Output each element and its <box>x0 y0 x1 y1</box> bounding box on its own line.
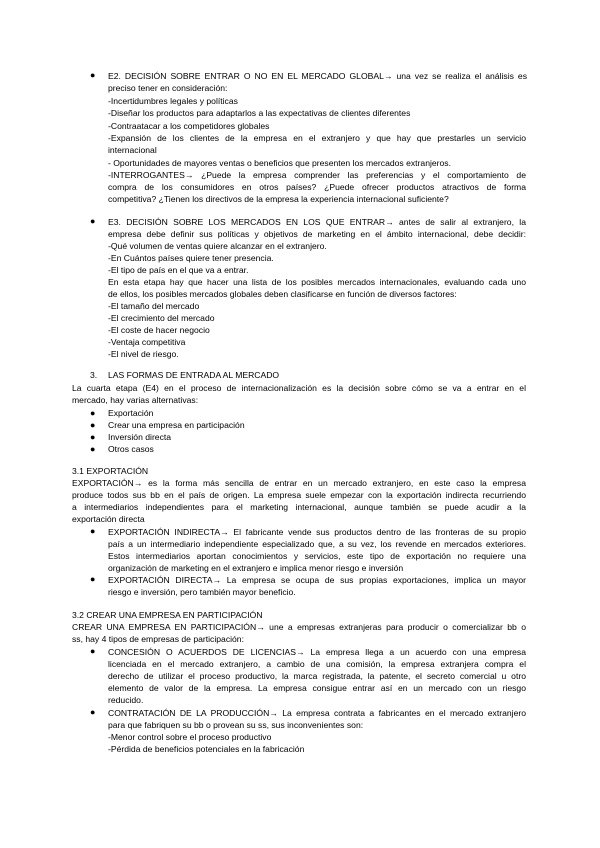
licensing-line: reducido. <box>108 695 144 705</box>
e3-text-line: empresa debe definir sus políticas y objetivos de marketing en el ámbito internacional, debe decidir: <box>108 229 526 239</box>
e2-list-item: - Oportunidades de mayores ventas o beneficios que presenten los mercados extranjeros. <box>108 158 451 168</box>
e3-text-line: de ellos, los posibles mercados globales deben clasificarse en función de diversos factores: <box>108 289 457 299</box>
indirect-export-line: Estos intermediarios aportan conocimientos y servicios, este tipo de exportación no requiere una <box>108 551 526 561</box>
list-item: Inversión directa <box>108 432 172 442</box>
bullet-marker: ● <box>90 707 96 717</box>
section-heading: 3.2 CREAR UNA EMPRESA EN PARTICIPACIÓN <box>72 610 263 620</box>
e3-list-item: -El nivel de riesgo. <box>108 349 179 359</box>
section-3-1-intro-line: a intermediarios independientes para el marketing internacional, aunque también se puede acudir a la <box>72 502 526 512</box>
section-heading: LAS FORMAS DE ENTRADA AL MERCADO <box>108 370 280 380</box>
bullet-marker: ● <box>90 574 96 584</box>
e2-text-line: internacional <box>108 145 157 155</box>
indirect-export-line: organización de marketing en el extranjero e implica menor riesgo e inversión <box>108 563 404 573</box>
e2-list-item: -Expansión de los clientes de la empresa en el extranjero y que hay que prestarles un servicio <box>108 133 526 143</box>
licensing-line: derecho de utilizar el proceso productivo, la marca registrada, la patente, el secreto comercial u otro <box>108 671 526 681</box>
section-3-1-intro-line: EXPORTACIÓN→ es la forma más sencilla de entrar en un mercado extranjero, en este caso la empresa <box>72 478 526 488</box>
contract-production-line: -Menor control sobre el proceso productivo <box>108 732 272 742</box>
licensing-line: licenciada en el mercado extranjero, a cambio de una comisión, la empresa extranjera compra el <box>108 659 526 669</box>
e3-text-line: En esta etapa hay que hacer una lista de los posibles mercados internacionales, evaluando cada uno <box>108 277 526 287</box>
section-3-2-intro-line: CREAR UNA EMPRESA EN PARTICIPACIÓN→ une a empresas extranjeras para producir o comercializar bb o <box>72 622 526 632</box>
list-item: Otros casos <box>108 444 154 454</box>
contract-production-line: CONTRATACIÓN DE LA PRODUCCIÓN→ La empresa contrata a fabricantes en el mercado extranjero <box>108 708 526 718</box>
section-3-2-intro-line: ss, hay 4 tipos de empresas de participación: <box>72 634 244 644</box>
bullet-marker: ● <box>90 526 96 536</box>
e2-list-item: -Diseñar los productos para adaptarlos a las expectativas de clientes diferentes <box>108 108 411 118</box>
list-item: Exportación <box>108 408 154 418</box>
e2-text-line: competitiva? ¿Tienen los directivos de la empresa la experiencia internacional suficiente? <box>108 194 449 204</box>
e3-heading-line: E3. DECISIÓN SOBRE LOS MERCADOS EN LOS QUE ENTRAR→ antes de salir al extranjero, la <box>108 217 526 227</box>
contract-production-line: para que fabriquen su bb o provean su ss, sus inconvenientes son: <box>108 720 364 730</box>
e3-list-item: -El coste de hacer negocio <box>108 325 210 335</box>
e3-list-item: -En Cuántos países quiere tener presencia. <box>108 253 274 263</box>
direct-export-line: riesgo e inversión, pero también mayor beneficio. <box>108 587 296 597</box>
list-item: Crear una empresa en participación <box>108 420 245 430</box>
section-heading: 3.1 EXPORTACIÓN <box>72 466 149 476</box>
indirect-export-line: EXPORTACIÓN INDIRECTA→ El fabricante vende sus productos dentro de las fronteras de su propio <box>108 527 526 537</box>
e2-text-line: compra de los consumidores en otros países? ¿Puede ofrecer productos atractivos de forma <box>108 182 526 192</box>
section-3-1-intro-line: produce todos sus bb en el país de origen. La empresa suele empezar con la exportación indirecta recurriendo <box>72 490 526 500</box>
e3-list-item: -Qué volumen de ventas quiere alcanzar en el extranjero. <box>108 241 327 251</box>
bullet-marker: ● <box>90 216 96 226</box>
e3-list-item: -Ventaja competitiva <box>108 337 186 347</box>
licensing-line: elemento de valor de la empresa. La empresa consigue entrar así en un mercado con un riesgo <box>108 683 526 693</box>
bullet-marker: ● <box>90 408 96 418</box>
e2-interrogantes-line: -INTERROGANTES→ ¿Puede la empresa comprender las preferencias y el comportamiento de <box>108 170 526 180</box>
bullet-marker: ● <box>90 646 96 656</box>
bullet-marker: ● <box>90 70 96 80</box>
e3-list-item: -El crecimiento del mercado <box>108 313 215 323</box>
e3-list-item: -El tamaño del mercado <box>108 301 200 311</box>
section-3-1-intro-line: exportación directa <box>72 514 145 524</box>
e3-list-item: -El tipo de país en el que va a entrar. <box>108 265 249 275</box>
contract-production-line: -Pérdida de beneficios potenciales en la fabricación <box>108 744 305 754</box>
bullet-marker: ● <box>90 432 96 442</box>
bullet-marker: ● <box>90 420 96 430</box>
e2-list-item: -Incertidumbres legales y políticas <box>108 96 238 106</box>
e2-list-item: -Contraatacar a los competidores globales <box>108 121 270 131</box>
e2-text-line: preciso tener en consideración: <box>108 83 228 93</box>
e2-heading-line: E2. DECISIÓN SOBRE ENTRAR O NO EN EL MERCADO GLOBAL→ una vez se realiza el análisis es <box>108 71 527 81</box>
indirect-export-line: país a un intermediario independiente especializado que, a su vez, los revende en mercados exteriores. <box>108 539 526 549</box>
direct-export-line: EXPORTACIÓN DIRECTA→ La empresa se ocupa de sus propias exportaciones, implica un mayor <box>108 575 526 585</box>
section-3-intro-line: La cuarta etapa (E4) en el proceso de internacionalización es la decisión sobre cómo se va a entrar en el <box>72 383 526 393</box>
bullet-marker: ● <box>90 444 96 454</box>
licensing-line: CONCESIÓN O ACUERDOS DE LICENCIAS→ La empresa llega a un acuerdo con una empresa <box>108 647 526 657</box>
section-3-intro-line: mercado, hay varias alternativas: <box>72 395 199 405</box>
section-number: 3. <box>90 370 98 380</box>
